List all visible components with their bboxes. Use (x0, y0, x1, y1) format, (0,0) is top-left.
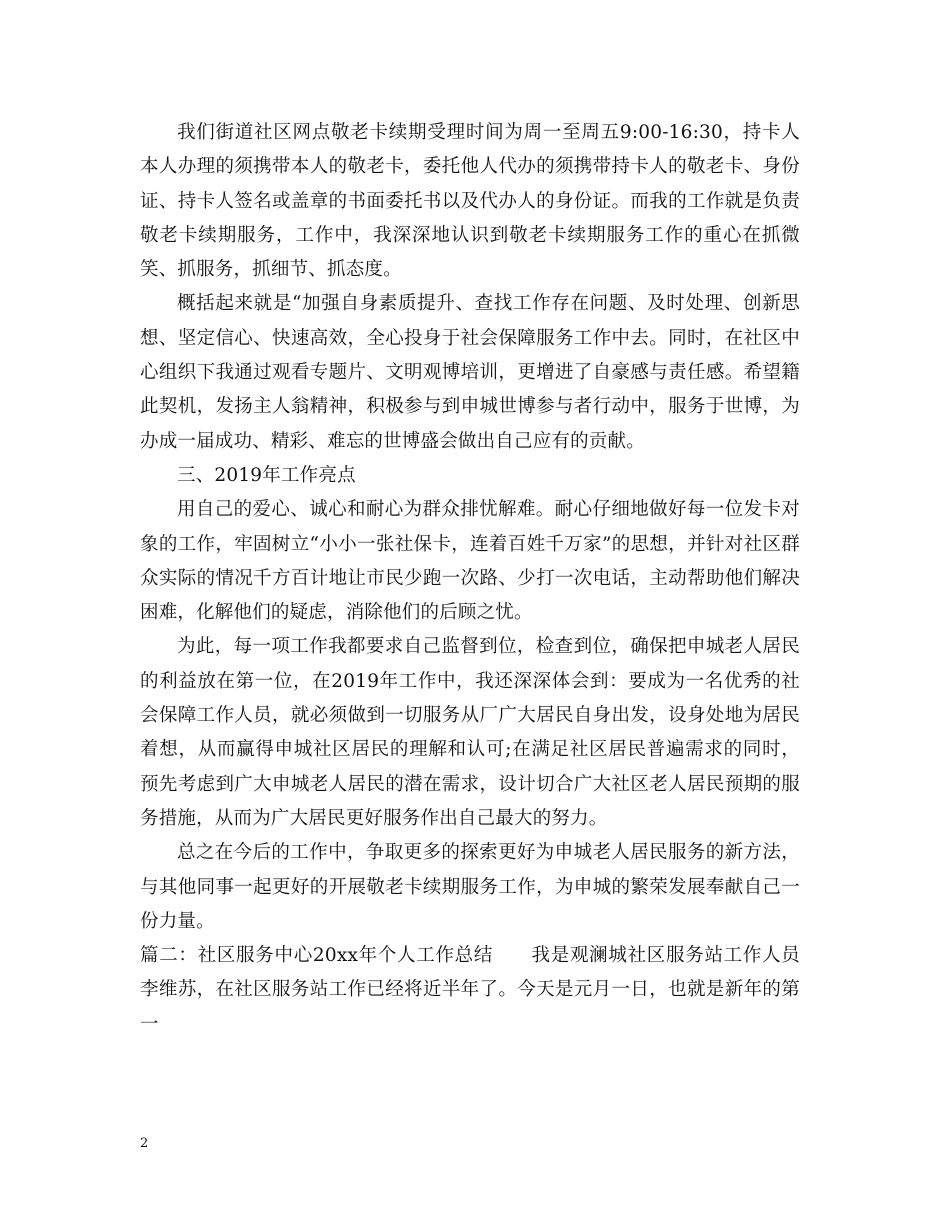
paragraph-supervision: 为此，每一项工作我都要求自己监督到位，检查到位，确保把申城老人居民的利益放在第一位，在2019年工作中，我还深深体会到：要成为一名优秀的社会保障工作人员，就必须做到一切服务从厂广大居民自身出发，设身处地为居民着想，从而赢得申城社区居民的理解和认可;在满足社区居民普遍需求的同时，预先考虑到广大申城老人居民的潜在需求，设计切合广大社区老人居民预期的服务措施，从而为广大居民更好服务作出自己最大的努力。 (140, 636, 800, 829)
paragraph-summary: 概括起来就是“加强自身素质提升、查找工作存在问题、及时处理、创新思想、坚定信心、快速高效，全心投身于社会保障服务工作中去。同时，在社区中心组织下我通过观看专题片、文明观博培训，更增进了自豪感与责任感。希望籍此契机，发扬主人翁精神，积极参与到申城世博参与者行动中，服务于世博，为办成一届成功、精彩、难忘的世博盛会做出自己应有的贡献。 (140, 293, 800, 452)
section-heading-highlights: 三、2019年工作亮点 (177, 464, 356, 486)
page-number: 2 (140, 1136, 149, 1151)
paragraph-service-hours: 我们街道社区网点敬老卡续期受理时间为周一至周五9:00-16:30，持卡人本人办理的须携带本人的敬老卡，委托他人代办的须携带持卡人的敬老卡、身份证、持卡人签名或盖章的书面委托书以及代办人的身份证。而我的工作就是负责敬老卡续期服务，工作中，我深深地认识到敬老卡续期服务工作的重心在抓微笑、抓服务，抓细节、抓态度。 (140, 122, 800, 281)
paragraph-helping-residents: 用自己的爱心、诚心和耐心为群众排忧解难。耐心仔细地做好每一位发卡对象的工作，牢固树立“小小一张社保卡，连着百姓千万家”的思想，并针对社区群众实际的情况千方百计地让市民少跑一次路、少打一次电话，主动帮助他们解决困难，化解他们的疑虑，消除他们的后顾之忧。 (140, 499, 800, 624)
paragraph-part-two: 篇二：社区服务中心20xx年个人工作总结 我是观澜城社区服务站工作人员李维苏，在社区服务站工作已经将近半年了。今天是元月一日，也就是新年的第一 (140, 945, 800, 1035)
document-body (140, 116, 800, 1042)
paragraph-conclusion: 总之在今后的工作中，争取更多的探索更好为申城老人居民服务的新方法，与其他同事一起更好的开展敬老卡续期服务工作，为申城的繁荣发展奉献自己一份力量。 (140, 842, 800, 932)
